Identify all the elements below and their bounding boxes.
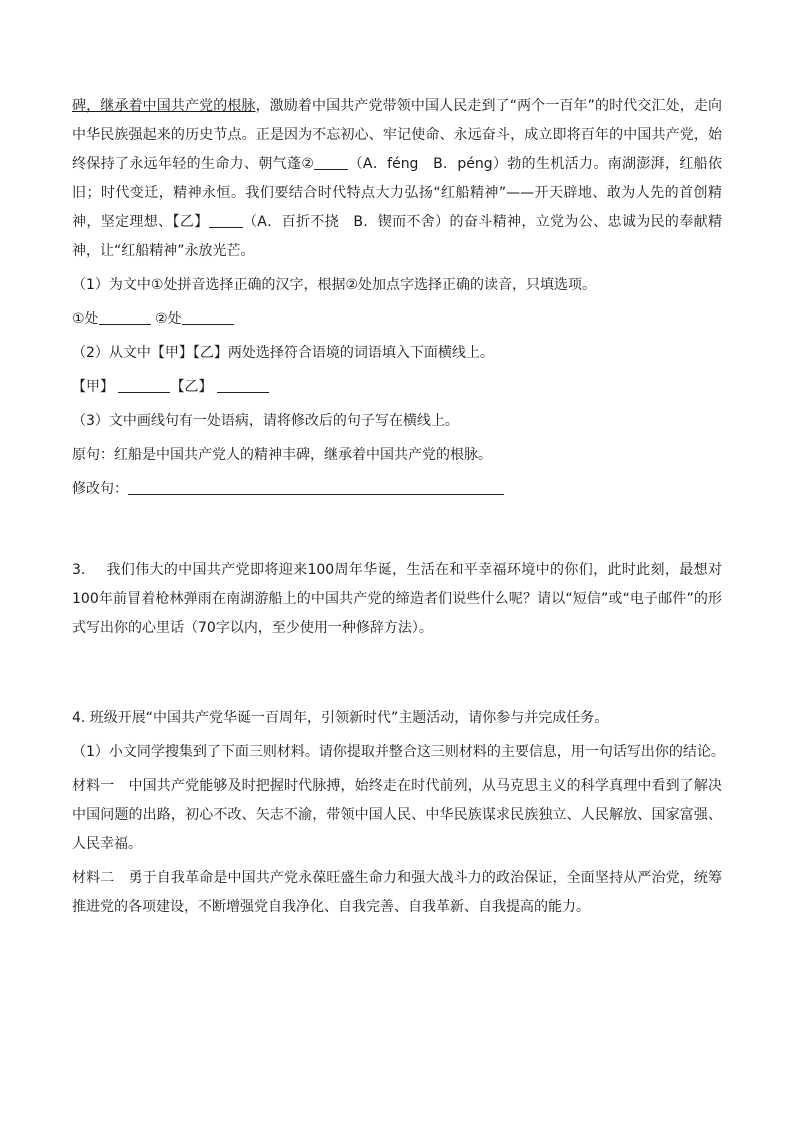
- answer-label-1: ①处: [72, 311, 99, 327]
- passage-text-b: （A．féng B．péng）勃的生机活力。南湖澎湃，红船依旧；时代变迁，精神永恒。我们要结合时代特点大力弘扬“红船精神”——开天辟地、敢为人先的首创精神，坚定理想、【乙】: [72, 156, 722, 230]
- spacer: [72, 504, 722, 556]
- q2-sub2-answers: [72, 373, 722, 402]
- q3-text: 我们伟大的中国共产党即将迎来100周年华诞，生活在和平幸福环境中的你们，此时此刻，最想对100年前冒着枪林弹雨在南湖游船上的中国共产党的缔造者们说些什么呢？请以“短信”或“电子邮件”的形式写出你的心里话（70字以内，至少使用一种修辞方法）。: [72, 562, 722, 636]
- q3-number: 3.: [72, 562, 86, 578]
- material-2: 材料二 勇于自我革命是中国共产党永葆旺盛生命力和强大战斗力的政治保证，全面坚持从严治党，统筹推进党的各项建设，不断增强党自我净化、自我完善、自我革新、自我提高的能力。: [72, 870, 722, 915]
- answer-line-yi[interactable]: [217, 378, 269, 393]
- answer-label-jia: 【甲】: [72, 379, 114, 395]
- q4-intro: 4. 班级开展“中国共产党华诞一百周年，引领新时代”主题活动，请你参与并完成任务。: [72, 710, 609, 726]
- answer-line-2[interactable]: [182, 310, 234, 325]
- answer-blank-2[interactable]: [314, 155, 348, 170]
- answer-blank-yi[interactable]: [209, 213, 243, 228]
- q2-sub2: （2）从文中【甲】【乙】两处选择符合语境的词语填入下面横线上。: [72, 345, 494, 361]
- spacer: [72, 643, 722, 699]
- q2-sub3: （3）文中画线句有一处语病，请将修改后的句子写在横线上。: [72, 413, 459, 429]
- q4-sub1: （1）小文同学搜集到了下面三则材料。请你提取并整合这三则材料的主要信息，用一句话写出你的结论。: [72, 744, 725, 760]
- revised-answer-line[interactable]: [128, 480, 504, 495]
- original-label: 原句：: [72, 447, 114, 463]
- answer-label-2: ②处: [155, 311, 182, 327]
- revised-sentence: [72, 475, 722, 504]
- exam-page: [72, 92, 725, 922]
- answer-line-1[interactable]: [99, 310, 151, 325]
- passage-text-c: （A．百折不挠 B．锲而不舍）的奋斗精神，立党为公、忠诚为民的奉献精神，让“红船精神”永放光芒。: [72, 214, 722, 259]
- original-text: 红船是中国共产党人的精神丰碑，继承着中国共产党的根脉。: [114, 447, 492, 463]
- material-1: 材料一 中国共产党能够及时把握时代脉搏，始终走在时代前列，从马克思主义的科学真理中看到了解决中国问题的出路，初心不改、矢志不渝，带领中国人民、中华民族谋求民族独立、人民解放、国家富强、人民幸福。: [72, 778, 722, 852]
- revised-label: 修改句：: [72, 481, 128, 497]
- q2-sub1: （1）为文中①处拼音选择正确的汉字，根据②处加点字选择正确的读音，只填选项。: [72, 277, 597, 293]
- answer-label-yi: 【乙】: [170, 379, 213, 395]
- question-3: [72, 556, 722, 643]
- q2-sub1-answers: [72, 305, 722, 334]
- passage-paragraph: [72, 92, 722, 266]
- underlined-sentence: 碑，继承着中国共产党的根脉: [72, 98, 256, 114]
- answer-line-jia[interactable]: [118, 378, 170, 393]
- passage-text-a: ，激励着中国共产党带领中国人民走到了“两个一百年”的时代交汇处，走向中华民族强起来的历史节点。正是因为不忘初心、牢记使命、永远奋斗，成立即将百年的中国共产党，始终保持了永远年轻的生命力、朝气蓬②: [72, 98, 723, 172]
- original-sentence: [72, 441, 722, 470]
